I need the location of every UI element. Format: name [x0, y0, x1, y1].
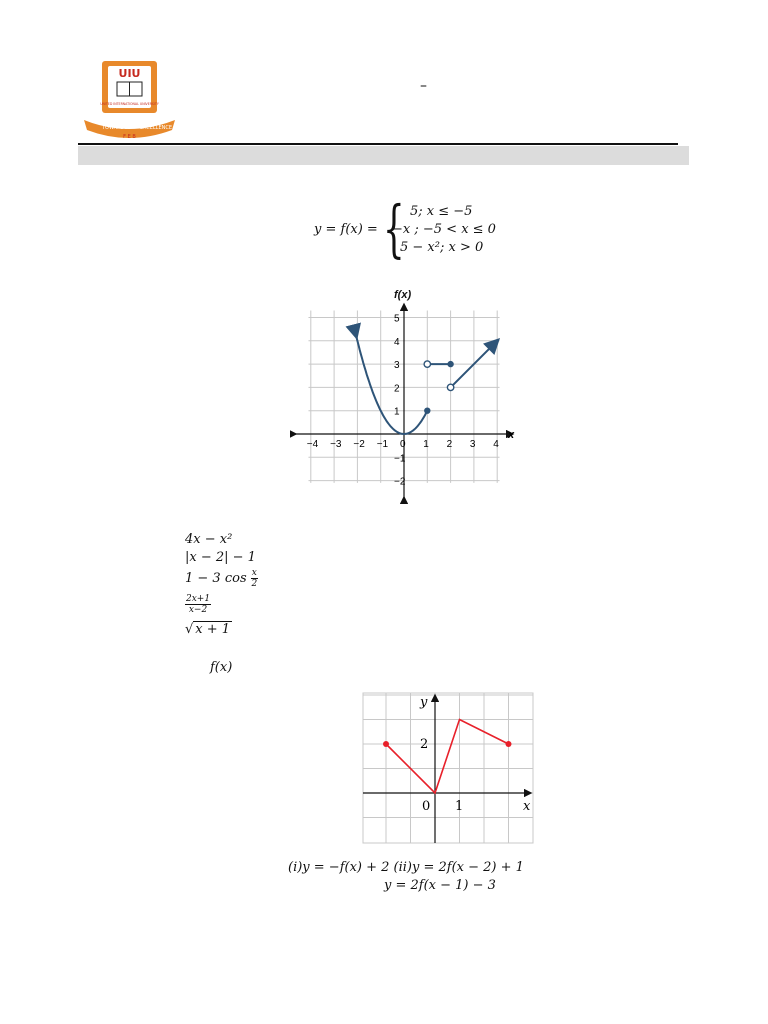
graph2-y-axis-label: y	[420, 695, 428, 710]
function-3-fraction	[251, 568, 258, 589]
graph1-x-axis-label: x	[508, 429, 515, 441]
graph1-y-tick: −1	[394, 453, 406, 465]
logo-ribbon-left: TOWARDS	[102, 125, 128, 131]
graph2-x-axis-label: x	[523, 799, 531, 814]
graph2-label-0: 0	[422, 799, 431, 814]
graph1-closed-point	[447, 361, 453, 367]
fx-label: f(x)	[210, 660, 233, 675]
function-3	[185, 568, 258, 589]
graph1	[290, 295, 520, 505]
graph1-x-tick: −1	[376, 439, 389, 450]
graph2	[360, 690, 535, 845]
graph1-y-tick: −2	[394, 476, 406, 488]
transform-line-1: (i)y = −f(x) + 2 (ii)y = 2f(x − 2) + 1	[288, 860, 524, 875]
graph1-open-point	[447, 384, 453, 390]
function-5-root: √	[185, 622, 194, 637]
transform-line-2: y = 2f(x − 1) − 3	[384, 878, 496, 893]
function-4-numerator: 2x+1	[186, 594, 211, 604]
graph1-y-tick: 2	[394, 383, 400, 395]
function-3-prefix: 1 − 3 cos	[185, 571, 247, 586]
university-logo	[82, 58, 177, 140]
graph1-x-tick: −3	[330, 439, 342, 450]
graph1-x-tick: −4	[306, 439, 319, 450]
piecewise-case-1: 5; x ≤ −5	[410, 204, 473, 219]
graph1-y-axis-label: f(x)	[394, 289, 412, 301]
function-3-numerator: x	[251, 568, 257, 578]
piecewise-lhs: y = f(x) =	[314, 222, 378, 237]
graph2-endpoint	[506, 741, 512, 747]
graph1-closed-point	[424, 408, 430, 414]
graph2-endpoint	[383, 741, 389, 747]
graph1-parabola	[356, 336, 427, 434]
graph2-label-1: 1	[455, 799, 464, 814]
graph1-y-tick: 4	[394, 336, 400, 348]
header-dash: –	[420, 78, 427, 94]
piecewise-case-3: 5 − x²; x > 0	[400, 240, 484, 255]
piecewise-case-2: −x ; −5 < x ≤ 0	[392, 222, 496, 237]
function-1: 4x − x²	[185, 532, 233, 547]
function-2: |x − 2| − 1	[185, 550, 256, 565]
graph1-x-tick: 4	[493, 439, 499, 450]
piecewise-brace: {	[383, 192, 405, 265]
graph1-open-point	[424, 361, 430, 367]
logo-uiu-text: UIU	[118, 67, 141, 80]
function-5	[185, 622, 232, 637]
logo-arc-text: UNITED INTERNATIONAL UNIVERSITY	[100, 102, 159, 106]
graph1-x-tick: −2	[353, 439, 365, 450]
function-4-fraction	[185, 594, 211, 615]
graph1-x-tick: 3	[469, 439, 476, 450]
function-4-denominator: x−2	[188, 605, 208, 615]
graph1-x-tick: 0	[400, 439, 406, 450]
logo-ribbon-right: EXCELLENCE	[140, 125, 172, 131]
header-band	[78, 146, 689, 165]
function-5-radicand: x + 1	[195, 622, 231, 637]
graph1-x-tick: 1	[423, 439, 429, 450]
header-rule	[78, 143, 678, 145]
graph1-y-tick: 5	[394, 313, 400, 325]
graph2-polyline	[386, 720, 509, 794]
graph1-x-tick: 2	[446, 439, 453, 450]
graph1-y-tick: 1	[394, 406, 400, 418]
logo-bottom-text: F E B	[123, 134, 136, 140]
function-3-denominator: 2	[251, 579, 258, 589]
graph2-label-2: 2	[420, 737, 429, 752]
graph1-y-tick: 3	[394, 360, 400, 372]
function-4	[185, 594, 211, 615]
